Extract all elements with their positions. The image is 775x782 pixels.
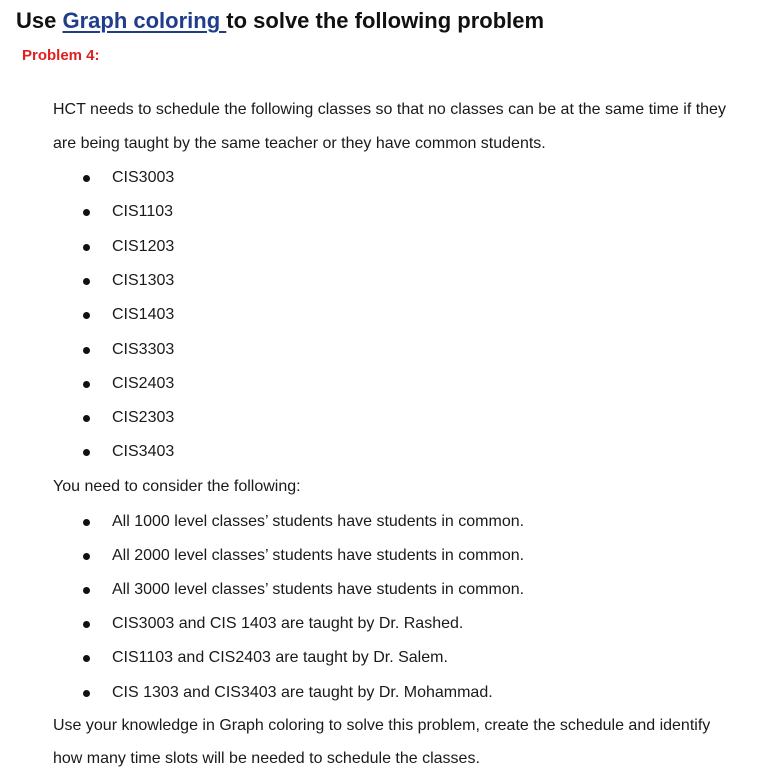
constraint-item xyxy=(83,545,524,567)
class-list-item xyxy=(83,339,174,361)
closing-line-2: how many time slots will be needed to schedule the classes. xyxy=(53,750,480,767)
title-suffix: to solve the following problem xyxy=(226,8,545,33)
class-code: CIS1403 xyxy=(112,306,175,323)
class-list-item xyxy=(83,441,174,463)
problem-label: Problem 4: xyxy=(22,47,100,64)
class-list-item xyxy=(83,270,174,292)
graph-coloring-link[interactable]: Graph coloring xyxy=(62,8,227,33)
bullet-icon xyxy=(83,312,90,319)
class-list-item xyxy=(83,236,174,258)
class-code: CIS3403 xyxy=(112,443,175,460)
constraint-text: All 2000 level classes’ students have students in common. xyxy=(112,547,525,564)
bullet-icon xyxy=(83,553,90,560)
class-code: CIS1303 xyxy=(112,272,175,289)
constraint-text: All 1000 level classes’ students have students in common. xyxy=(112,513,525,530)
page-title xyxy=(16,8,544,34)
title-prefix: Use xyxy=(16,8,63,33)
class-list-item xyxy=(83,304,174,326)
constraint-item xyxy=(83,579,524,601)
bullet-icon xyxy=(83,381,90,388)
class-list-item xyxy=(83,373,174,395)
constraint-item xyxy=(83,647,448,669)
bullet-icon xyxy=(83,175,90,182)
bullet-icon xyxy=(83,278,90,285)
closing-line-1: Use your knowledge in Graph coloring to solve this problem, create the schedule and identify xyxy=(53,717,711,734)
class-code: CIS3003 xyxy=(112,169,175,186)
class-code: CIS1103 xyxy=(112,203,174,220)
constraint-text: All 3000 level classes’ students have students in common. xyxy=(112,581,525,598)
constraint-item xyxy=(83,613,463,635)
bullet-icon xyxy=(83,449,90,456)
constraint-item xyxy=(83,682,493,704)
intro-line-1: HCT needs to schedule the following classes so that no classes can be at the same time if they xyxy=(53,101,726,118)
class-code: CIS2403 xyxy=(112,375,175,392)
bullet-icon xyxy=(83,655,90,662)
class-code: CIS3303 xyxy=(112,341,175,358)
bullet-icon xyxy=(83,347,90,354)
class-list-item xyxy=(83,407,174,429)
bullet-icon xyxy=(83,209,90,216)
constraint-text: CIS3003 and CIS 1403 are taught by Dr. Rashed. xyxy=(112,615,464,632)
bullet-icon xyxy=(83,415,90,422)
bullet-icon xyxy=(83,690,90,697)
constraint-item xyxy=(83,511,524,533)
class-code: CIS2303 xyxy=(112,409,175,426)
bullet-icon xyxy=(83,244,90,251)
bullet-icon xyxy=(83,621,90,628)
class-list-item xyxy=(83,167,174,189)
bullet-icon xyxy=(83,587,90,594)
class-code: CIS1203 xyxy=(112,238,175,255)
constraint-text: CIS 1303 and CIS3403 are taught by Dr. Mohammad. xyxy=(112,684,493,701)
constraint-text: CIS1103 and CIS2403 are taught by Dr. Salem. xyxy=(112,649,448,666)
consider-heading: You need to consider the following: xyxy=(53,478,301,495)
intro-line-2: are being taught by the same teacher or they have common students. xyxy=(53,135,546,152)
bullet-icon xyxy=(83,519,90,526)
class-list-item xyxy=(83,201,173,223)
